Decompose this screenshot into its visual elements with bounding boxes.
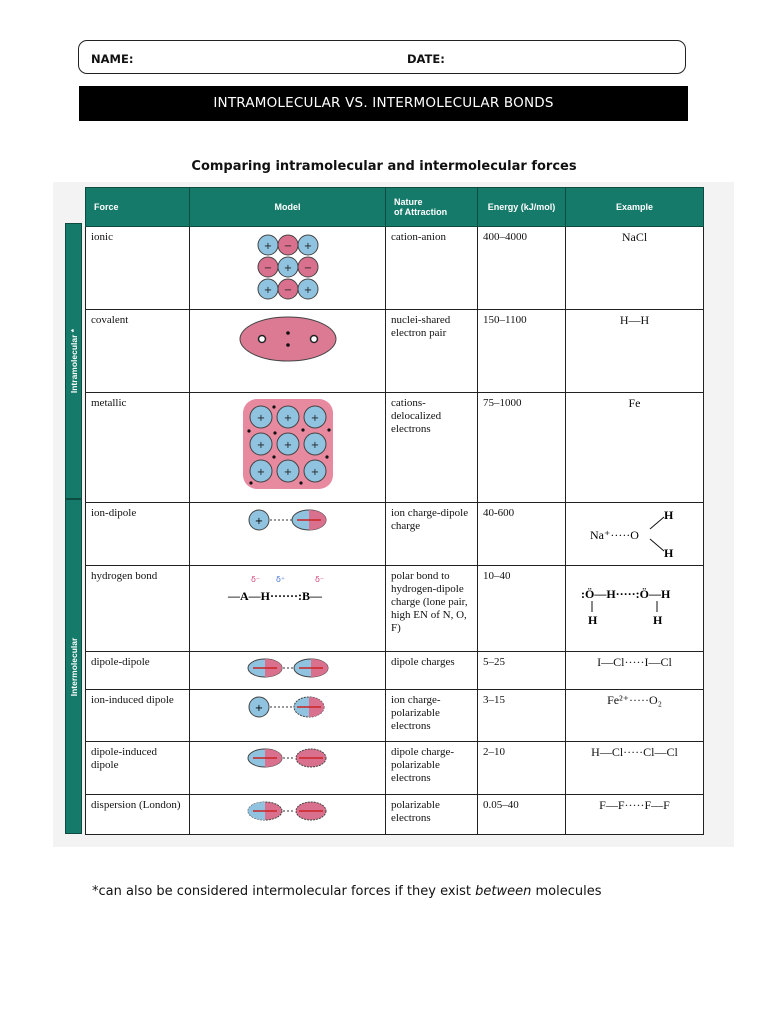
model-cell — [190, 690, 386, 742]
svg-text:−: − — [283, 241, 292, 252]
nature-cell: nuclei-shared electron pair — [386, 310, 478, 393]
figure-subtitle: Comparing intramolecular and intermolecular forces — [191, 159, 577, 174]
table-row — [86, 227, 704, 310]
svg-text:+: + — [283, 467, 292, 478]
nature-cell: polar bond to hydrogen-dipole charge (lone pair, high EN of N, O, F) — [386, 566, 478, 652]
hydrogen-bond-diagram — [218, 570, 358, 610]
header-nature: Nature of Attraction — [386, 188, 478, 227]
svg-text:+: + — [310, 440, 319, 451]
example-cell: F—F·····F—F — [566, 795, 704, 835]
covalent-orbital-diagram — [238, 314, 338, 364]
svg-text:δ⁻: δ⁻ — [250, 575, 260, 584]
table-row — [86, 742, 704, 795]
table-header-row — [86, 188, 704, 227]
svg-text:+: + — [310, 467, 319, 478]
svg-text:δ⁺: δ⁺ — [275, 575, 285, 584]
ion-dipole-example — [580, 507, 690, 561]
name-date-box — [78, 40, 686, 74]
metallic-lattice-diagram — [241, 397, 335, 491]
svg-text:+: + — [283, 440, 292, 451]
model-cell — [190, 795, 386, 835]
svg-text::Ö—H·····:Ö—H: :Ö—H·····:Ö—H — [580, 587, 670, 601]
svg-text:+: + — [303, 285, 312, 296]
svg-text:−: − — [283, 285, 292, 296]
svg-text:—A—H·······:B—: —A—H·······:B— — [227, 589, 322, 603]
nature-cell: dipole charge-polarizable electrons — [386, 742, 478, 795]
force-cell: dipole-dipole — [86, 652, 190, 690]
example-cell: H—H — [566, 310, 704, 393]
svg-text:Na⁺·····O: Na⁺·····O — [589, 528, 639, 542]
svg-text:+: + — [256, 413, 265, 424]
example-cell: I—Cl·····I—Cl — [566, 652, 704, 690]
force-cell: covalent — [86, 310, 190, 393]
ion-induced-dipole-diagram — [247, 694, 329, 720]
force-cell: ion-induced dipole — [86, 690, 190, 742]
table-row — [86, 503, 704, 566]
ion-dipole-diagram — [247, 507, 329, 533]
force-cell: hydrogen bond — [86, 566, 190, 652]
svg-text:−: − — [303, 263, 312, 274]
table-row — [86, 795, 704, 835]
model-cell — [190, 742, 386, 795]
date-label: DATE: — [407, 52, 445, 66]
nature-cell: dipole charges — [386, 652, 478, 690]
nature-cell: ion charge-dipole charge — [386, 503, 478, 566]
page-title: INTRAMOLECULAR VS. INTERMOLECULAR BONDS — [79, 86, 688, 121]
footnote: *can also be considered intermolecular forces if they exist between molecules — [92, 884, 602, 899]
model-cell — [190, 227, 386, 310]
svg-text:+: + — [263, 285, 272, 296]
svg-text:H: H — [663, 508, 673, 522]
table-row — [86, 566, 704, 652]
svg-text:−: − — [263, 263, 272, 274]
example-cell — [566, 566, 704, 652]
energy-cell: 40-600 — [478, 503, 566, 566]
force-cell: dipole-induced dipole — [86, 742, 190, 795]
footnote-emphasis: between — [475, 884, 532, 899]
force-cell: ion-dipole — [86, 503, 190, 566]
dispersion-diagram — [245, 799, 331, 823]
example-cell: NaCl — [566, 227, 704, 310]
energy-cell: 150–1100 — [478, 310, 566, 393]
force-cell: metallic — [86, 393, 190, 503]
force-cell: dispersion (London) — [86, 795, 190, 835]
table-row — [86, 652, 704, 690]
energy-cell: 10–40 — [478, 566, 566, 652]
header-model: Model — [190, 188, 386, 227]
svg-text:+: + — [263, 241, 272, 252]
svg-text:+: + — [283, 413, 292, 424]
energy-cell: 5–25 — [478, 652, 566, 690]
table-row — [86, 690, 704, 742]
dipole-induced-dipole-diagram — [245, 746, 331, 770]
example-cell — [566, 503, 704, 566]
model-cell — [190, 652, 386, 690]
nature-cell: cations-delocalized electrons — [386, 393, 478, 503]
energy-cell: 75–1000 — [478, 393, 566, 503]
header-energy: Energy (kJ/mol) — [478, 188, 566, 227]
energy-cell: 2–10 — [478, 742, 566, 795]
model-cell — [190, 393, 386, 503]
name-label: NAME: — [91, 52, 134, 66]
header-force: Force — [86, 188, 190, 227]
svg-text:+: + — [254, 703, 263, 714]
header-example: Example — [566, 188, 704, 227]
nature-cell: polarizable electrons — [386, 795, 478, 835]
svg-text:+: + — [303, 241, 312, 252]
force-cell: ionic — [86, 227, 190, 310]
nature-cell: cation-anion — [386, 227, 478, 310]
energy-cell: 3–15 — [478, 690, 566, 742]
side-label-intermolecular: Intermolecular — [65, 499, 82, 834]
forces-table — [85, 187, 704, 835]
svg-text:δ⁻: δ⁻ — [314, 575, 324, 584]
hydrogen-bond-example — [575, 570, 695, 630]
model-cell — [190, 503, 386, 566]
example-cell: H—Cl·····Cl—Cl — [566, 742, 704, 795]
svg-text:+: + — [310, 413, 319, 424]
dipole-dipole-diagram — [245, 656, 331, 680]
nature-cell: ion charge-polarizable electrons — [386, 690, 478, 742]
model-cell — [190, 310, 386, 393]
svg-text:+: + — [283, 263, 292, 274]
table-row — [86, 310, 704, 393]
model-cell — [190, 566, 386, 652]
svg-text:+: + — [254, 516, 263, 527]
example-cell: Fe — [566, 393, 704, 503]
example-cell: Fe²⁺·····O₂ — [566, 690, 704, 742]
svg-text:+: + — [256, 440, 265, 451]
svg-text:+: + — [256, 467, 265, 478]
side-label-intramolecular: Intramolecular * — [65, 223, 82, 499]
energy-cell: 400–4000 — [478, 227, 566, 310]
ionic-lattice-diagram — [248, 231, 328, 305]
table-row — [86, 393, 704, 503]
svg-text:H: H — [587, 613, 597, 627]
svg-text:H: H — [663, 546, 673, 560]
svg-text:H: H — [652, 613, 662, 627]
energy-cell: 0.05–40 — [478, 795, 566, 835]
